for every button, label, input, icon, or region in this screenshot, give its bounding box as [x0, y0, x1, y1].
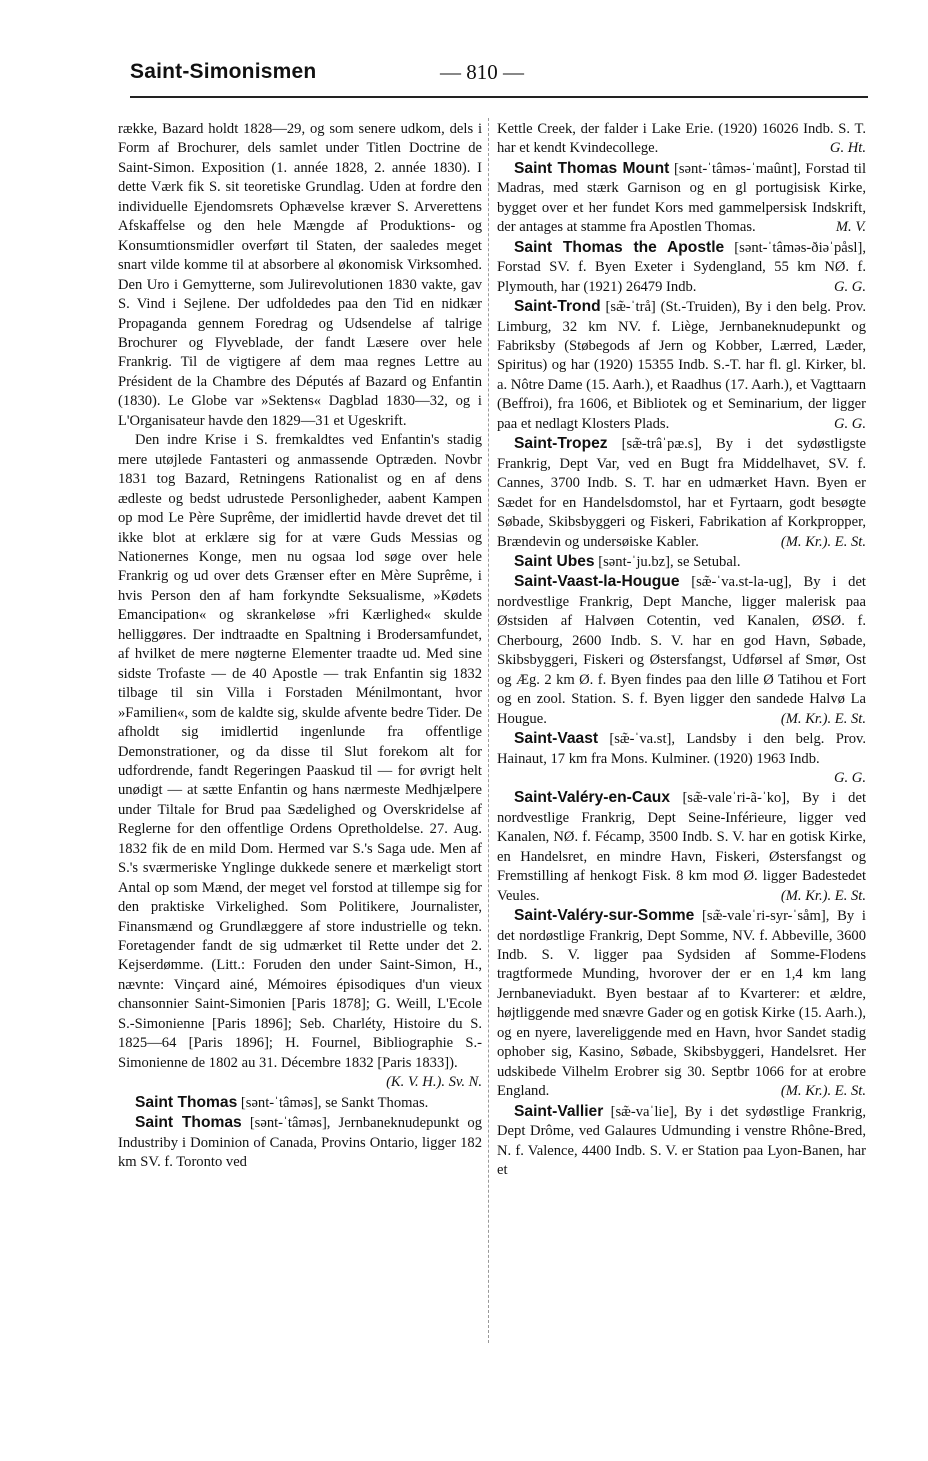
entry-text: [sənt-ˈtâməs-ˈmaûnt], Forstad til Madras, med stærk Garnison og en gl portugisisk Kirke, bygget over et her fundet Kors med gammelpersisk Indskrift, der antages at stamme fra Apostlen Thomas. — [497, 160, 866, 236]
running-title: Saint-Simonismen — [130, 60, 317, 83]
entry-text: [sæ̃-vaˈlie], By i det sydøstlige Frankrig, Dept Drôme, ved Galaures Udmunding i venstre Rhône-Bred, N. f. Valence, 4400 Indb. S. V. er Station paa Lyon-Banen, har et — [497, 1103, 866, 1179]
entry-saint-thomas-ref — [118, 1093, 482, 1113]
entry-headword: Saint Thomas — [135, 1093, 238, 1111]
entry-text: [sæ̃-ˈva.st], Landsby i den belg. Prov. Hainaut, 17 km fra Mons. Kulminer. (1920) 1963 Indb. — [497, 731, 866, 767]
column-divider — [488, 118, 489, 1343]
entry-saint-trond — [497, 297, 866, 434]
entry-text: [sənt-ˈtâməs], Jernbaneknudepunkt og Industriby i Dominion of Canada, Provins Ontario, ligger 182 km SV. f. Toronto ved — [118, 1115, 483, 1171]
entry-text: [sənt-ˈju.bz], se Setubal. — [598, 553, 741, 570]
entry-saint-valery-en-caux — [497, 788, 866, 906]
entry-saint-thomas-canada — [118, 1113, 482, 1172]
author-signature: (M. Kr.). E. St. — [780, 1083, 866, 1100]
entry-saint-thomas-apostle — [497, 238, 866, 297]
entry-headword: Saint Thomas Mount — [514, 159, 670, 177]
paragraph-text: Den indre Krise i S. fremkaldtes ved Enfantin's stadig mere utøjlede Fantasteri og anmassende Optræden. Novbr 1831 tog Bazard, Retningens Rationalist og en af dens ædleste og bedst udrustede Personligheder, aabent Kampen op mod Le Père Suprême, der imidlertid havde drevet det til ikke blot at erklære sig for at være Guds Messias og Nationernes Konge, men nu ogsaa lod søge over hele Frankrig og ud over dets Grænser efter en Mère Suprême, i hvis Person den af ham forkyndte Seksualisme, »Kødets Emancipation« og skrankeløse »fri Kærlighed« skulde helliggøres. Der indtraadte en Spaltning i Brodersamfundet, af hvilket de mere nøgterne Elementer traadte ud. Med sine sidste Trofaste — de 40 Apostle — trak Enfantin sig 1832 tilbage til sin Villa i Forstaden Ménilmontant, hvor »Familien«, som de kaldte sig, skulde afvente bedre Tider. De afholdt sig imidlertid ingenlunde fra offentlige Demonstrationer, og da disse til Slut forekom alt for udfordrende, fandt Regeringen Paaskud til — for øvrigt helt unødigt — at sætte Enfantin og hans nærmeste Medhjælpere under Tiltale for Brud paa Sædelighed og Overskridelse af Reglerne for den offentlige Ordens Opretholdelse. 27. Aug. 1832 fik de en mild Dom. Hermed var S.'s Saga ude. Men af S.'s sværmeriske Ynglinge dukkede senere et mærkeligt stort Antal op som Mænd, der meget vel forstod at tillempe sig for den praktiske Virkelighed. Som Politikere, Journalister, Finansmænd og Grundlæggere af store industrielle og tekn. Foretagender fandt de sig udmærket til Rette under det 2. Kejserdømme. (Litt.: Foruden den under Saint-Simon, H., nævnte: Vinçard ainé, Mémoires épisodiques d'un vieux chansonnier Saint-Simonien [Paris 1878]; G. Weill, L'Ecole S.-Simonienne [Paris 1896]; Seb. Charléty, Histoire du S. 1825—64 [Paris 1896]; H. Fournel, Bibliographie S.-Simonienne de 1802 au 31. Décembre 1832 [Paris 1833]). — [118, 432, 482, 1071]
left-column — [118, 120, 482, 1172]
author-signature: (K. V. H.). Sv. N. — [386, 1074, 482, 1091]
author-signature: G. G. — [833, 278, 866, 295]
entry-headword: Saint Thomas — [135, 1114, 242, 1132]
page-number: — 810 — — [440, 60, 524, 84]
entry-headword: Saint-Valéry-sur-Somme — [514, 907, 695, 925]
entry-text: [sæ̃-valeˈri-syr-ˈsåm], By i det nordøstlige Frankrig, Dept Somme, NV. f. Abbeville, 3600 Indb. S. V. ligger paa Sydsiden af Somme-Flodens tragtformede Munding, hvorover der er en 1,4 km lang Jernbaneviadukt. Byen bestaar af to Kvarterer: et ældre, højtliggende med snævre Gader og en gotisk Kirke (15. Aarh.), og en nyere, lavereliggende med en Havn, hvor Sandet stadig ophober sig, Kasino, Søbade, Skibsbyggeri, Handelsret. Her udskibede Vilhelm Erobrer sig 30. Septbr 1066 for at erobre England. — [497, 908, 866, 1100]
entry-continued — [497, 120, 866, 159]
entry-text: [sæ̃-valeˈri-ã-ˈko], By i det nordvestlige Frankrig, Dept Seine-Inférieure, ligger ved Kanalen, NØ. f. Fécamp, 3500 Indb. S. V. har en gotisk Kirke, en Handelsret, en mindre Havn, Fiskeri, Østersfangst og Fremstilling af henkogt Fisk. 8 km mod Ø. ligger Badestedet Veules. — [497, 790, 867, 904]
header-rule — [130, 96, 868, 98]
entry-headword: Saint-Trond — [514, 298, 601, 316]
entry-saint-vallier — [497, 1102, 866, 1181]
entry-text: [sæ̃-ˈva.st-la-ug], By i det nordvestlige Frankrig, Dept Manche, ligger malerisk paa Østsiden af Halvøen Cotentin, ved Kanalen, ØSØ. f. Cherbourg, 2600 Indb. S. V. har en god Havn, Søbade, Skibsbyggeri, Fiskeri og Østersfangst, Udførsel af Smør, Ost og Æg. 2 km Ø. f. Byen findes paa den lille Ø Tatihou et Fort og en zool. Station. S. f. Byen ligger den sandede Halvø La Hougue. — [497, 574, 866, 727]
entry-headword: Saint-Valéry-en-Caux — [514, 789, 670, 807]
entry-headword: Saint-Tropez — [514, 435, 608, 453]
author-signature: G. Ht. — [829, 140, 866, 157]
entry-headword: Saint-Vaast — [514, 730, 599, 748]
author-signature: G. G. — [833, 415, 866, 432]
entry-headword: Saint Ubes — [514, 552, 595, 570]
running-header — [130, 60, 870, 94]
entry-saint-ubes — [497, 552, 866, 572]
entry-text: [sæ̃-ˈtrå] (St.-Truiden), By i den belg. Prov. Limburg, 32 km NV. f. Liège, Jernbaneknudepunkt og Fabriksby (Støbegods af Jern og Kobber, Lærred, Læder, Spiritus) og har (1920) 15355 Indb. S.-T. har fl. gl. Kirker, bl. a. Nôtre Dame (15. Aarh.), et Raadhus (17. Aarh.), et Vagttaarn (Beffroi), fra 1606, et Bibliotek og et Seminarium, der ligger paa et nedlagt Klosters Plads. — [497, 299, 866, 432]
entry-text: [sənt-ˈtâməs], se Sankt Thomas. — [240, 1094, 429, 1111]
entry-text: Kettle Creek, der falder i Lake Erie. (1920) 16026 Indb. S. T. har et kendt Kvindecollege. — [497, 121, 866, 157]
author-signature: (M. Kr.). E. St. — [780, 533, 866, 550]
entry-text: [sənt-ˈtâməs-ðiəˈpåsl], Forstad SV. f. Byen Exeter i Sydengland, 55 km NØ. f. Plymouth, har (1921) 26479 Indb. — [497, 239, 866, 295]
entry-headword: Saint Thomas the Apostle — [514, 238, 725, 256]
entry-saint-vaast — [497, 729, 866, 786]
entry-headword: Saint-Vallier — [514, 1102, 604, 1120]
entry-headword: Saint-Vaast-la-Hougue — [514, 573, 680, 591]
entry-text: [sæ̃-trâˈpæ.s], By i det sydøstligste Frankrig, Dept Var, ved en Bugt fra Middelhavet, SV. f. Cannes, 3700 Indb. S. T. har en udmærket Havn. Byen er Sædet for en Handelsdomstol, har et Fyrtaarn, godt besøgte Søbade, Skibsbyggeri og Fiskeri, Fabrikation af Korkpropper, Brændevin og undersøiske Kabler. — [497, 436, 866, 550]
entry-saint-valery-sur-somme — [497, 906, 866, 1102]
author-signature: (M. Kr.). E. St. — [780, 887, 866, 904]
paragraph-continued: række, Bazard holdt 1828—29, og som senere udkom, dels i Form af Brochurer, dels samlet under Titlen Doctrine de Saint-Simon. Exposition (1. année 1828, 2. année 1830). I dette Værk fik S. sit teoretiske Grundlag. Uden at fordre den individuelle Ejendomsrets Ophævelse kræver S. Arverettens Afskaffelse og den hele Mængde af Produktions- og Konsumtionsmidler overført til Staten, der saaledes meget snart vilde komme til at absorbere al økonomisk Virksomhed. Den Uro i Gemytterne, som Julirevolutionen 1830 vakte, gav S. Vind i Sejlene. Der udfoldedes paa den Tid en nidkær Propaganda gennem Foredrag og Udsendelse af talrige Brochurer og Flyveblade, der fandt Læsere over hele Frankrig. Til de vigtigere af dem maa regnes Lettre au Président de la Chambre des Députés af Bazard og Enfantin (1830). Le Globe var »Sektens« Dagblad 1830—32, og i L'Organisateur havde den 1829—31 et Ugeskrift. — [118, 121, 482, 429]
entry-saint-vaast-la-hougue — [497, 572, 866, 729]
paragraph-crisis — [118, 431, 482, 1091]
author-signature: M. V. — [835, 219, 866, 236]
author-signature: (M. Kr.). E. St. — [780, 710, 866, 727]
right-column — [497, 120, 866, 1180]
author-signature: G. G. — [833, 769, 866, 786]
entry-saint-thomas-mount — [497, 159, 866, 238]
entry-saint-tropez — [497, 434, 866, 552]
